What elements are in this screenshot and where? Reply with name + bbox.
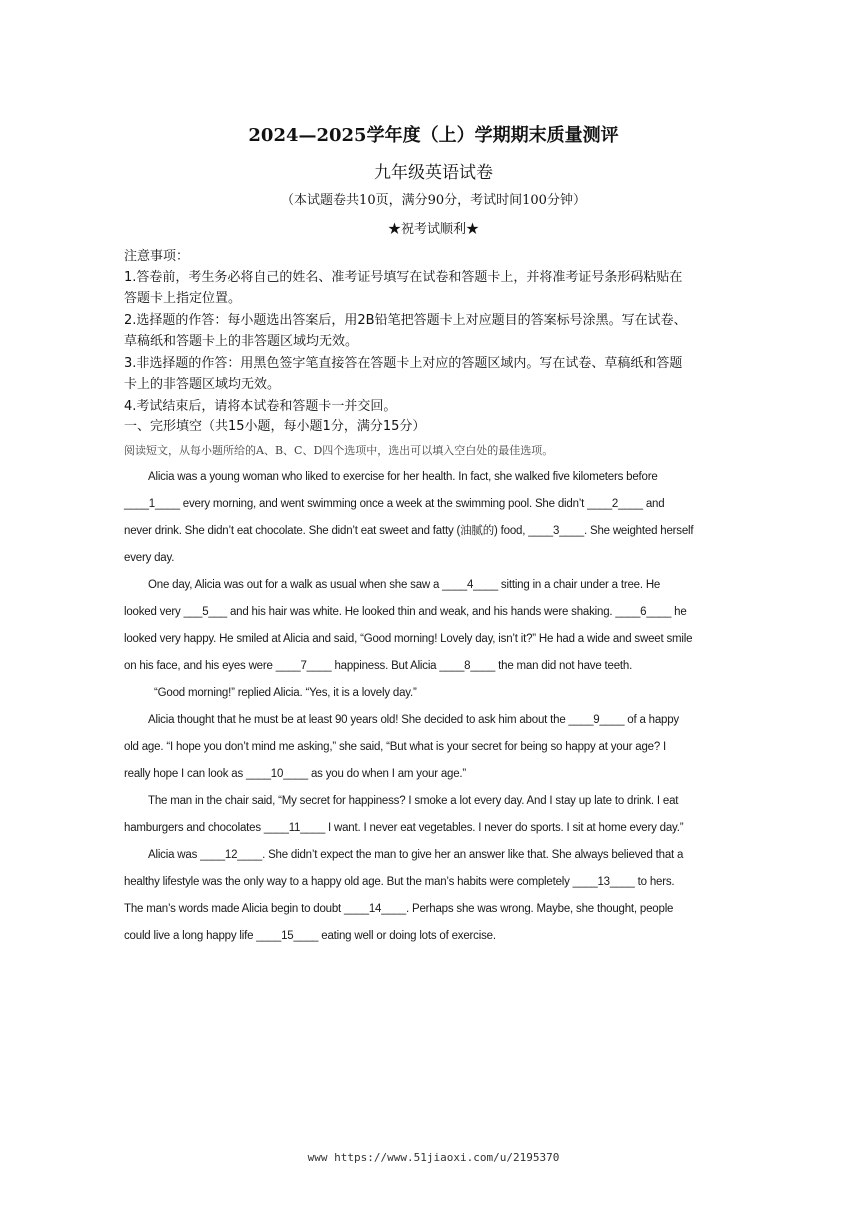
notice-item-2: 2.选择题的作答：每小题选出答案后，用2B铅笔把答题卡上对应题目的答案标号涂黑。写在试卷、草稿纸和答题卡上的非答题区域均无效。 xyxy=(124,313,687,349)
exam-wish: ★祝考试顺利★ xyxy=(387,222,479,237)
passage-paragraph-2: One day, Alicia was out for a walk as usual when she saw a ____4____ sitting in a chair under a tree. He looked very ___5___ and his hair was white. He looked thin and weak, and his hands were shaking. ____6____ he looked very happy. He smiled at Alicia and said, “Good morning! Lovely day, isn’t it?” He had a wide and sweet smile on his face, and his eyes were ____7____ happiness. But Alicia ____8____ the man did not have teeth. xyxy=(124,579,693,672)
section-instruction: 阅读短文，从每小题所给的A、B、C、D四个选项中，选出可以填入空白处的最佳选项。 xyxy=(124,444,554,457)
passage-paragraph-4: Alicia thought that he must be at least 90 years old! She decided to ask him about the ____9____ of a happy old age. “I hope you don’t mind me asking,” she said, “But what is your secret for being so happy at your age? I really hope I can look as ____10____ as you do when I am your age.” xyxy=(124,714,679,780)
notice-item-4: 4.考试结束后，请将本试卷和答题卡一并交回。 xyxy=(124,399,397,414)
passage-paragraph-6: Alicia was ____12____. She didn’t expect the man to give her an answer like that. She always believed that a healthy lifestyle was the only way to a happy old age. But the man’s habits were completely ____13____ to hers. The man’s words made Alicia begin to doubt ____14____. Perhaps she was wrong. Maybe, she thought, people could live a long happy life ____15____ eating well or doing lots of exercise. xyxy=(124,849,684,942)
notice-heading: 注意事项： xyxy=(124,249,190,264)
footer-url[interactable]: www https://www.51jiaoxi.com/u/2195370 xyxy=(307,1151,560,1164)
section-title: 一、完形填空（共15小题，每小题1分，满分15分） xyxy=(124,419,426,434)
passage-paragraph-5: The man in the chair said, “My secret for happiness? I smoke a lot every day. And I stay up late to drink. I eat hamburgers and chocolates ____11____ I want. I never eat vegetables. I never do sports. I sit at home every day.” xyxy=(124,795,684,834)
exam-info: （本试题卷共10页，满分90分，考试时间100分钟） xyxy=(281,193,586,208)
notice-item-1: 1.答卷前，考生务必将自己的姓名、准考证号填写在试卷和答题卡上，并将准考证号条形码粘贴在答题卡上指定位置。 xyxy=(124,270,683,306)
notice-item-3: 3.非选择题的作答：用黑色签字笔直接答在答题卡上对应的答题区域内。写在试卷、草稿纸和答题卡上的非答题区域均无效。 xyxy=(124,356,683,392)
exam-title: 2024—2025学年度（上）学期期末质量测评 xyxy=(248,125,619,146)
passage-paragraph-1: Alicia was a young woman who liked to exercise for her health. In fact, she walked five kilometers before ____1____ every morning, and went swimming once a week at the swimming pool. She didn’t ____2____ and never drink. She didn’t eat chocolate. She didn’t eat sweet and fatty (油腻的) food, ____3____. She weighted herself every day. xyxy=(124,471,694,564)
passage-paragraph-3: “Good morning!” replied Alicia. “Yes, it is a lovely day.” xyxy=(154,687,417,699)
exam-subtitle: 九年级英语试卷 xyxy=(374,163,493,183)
